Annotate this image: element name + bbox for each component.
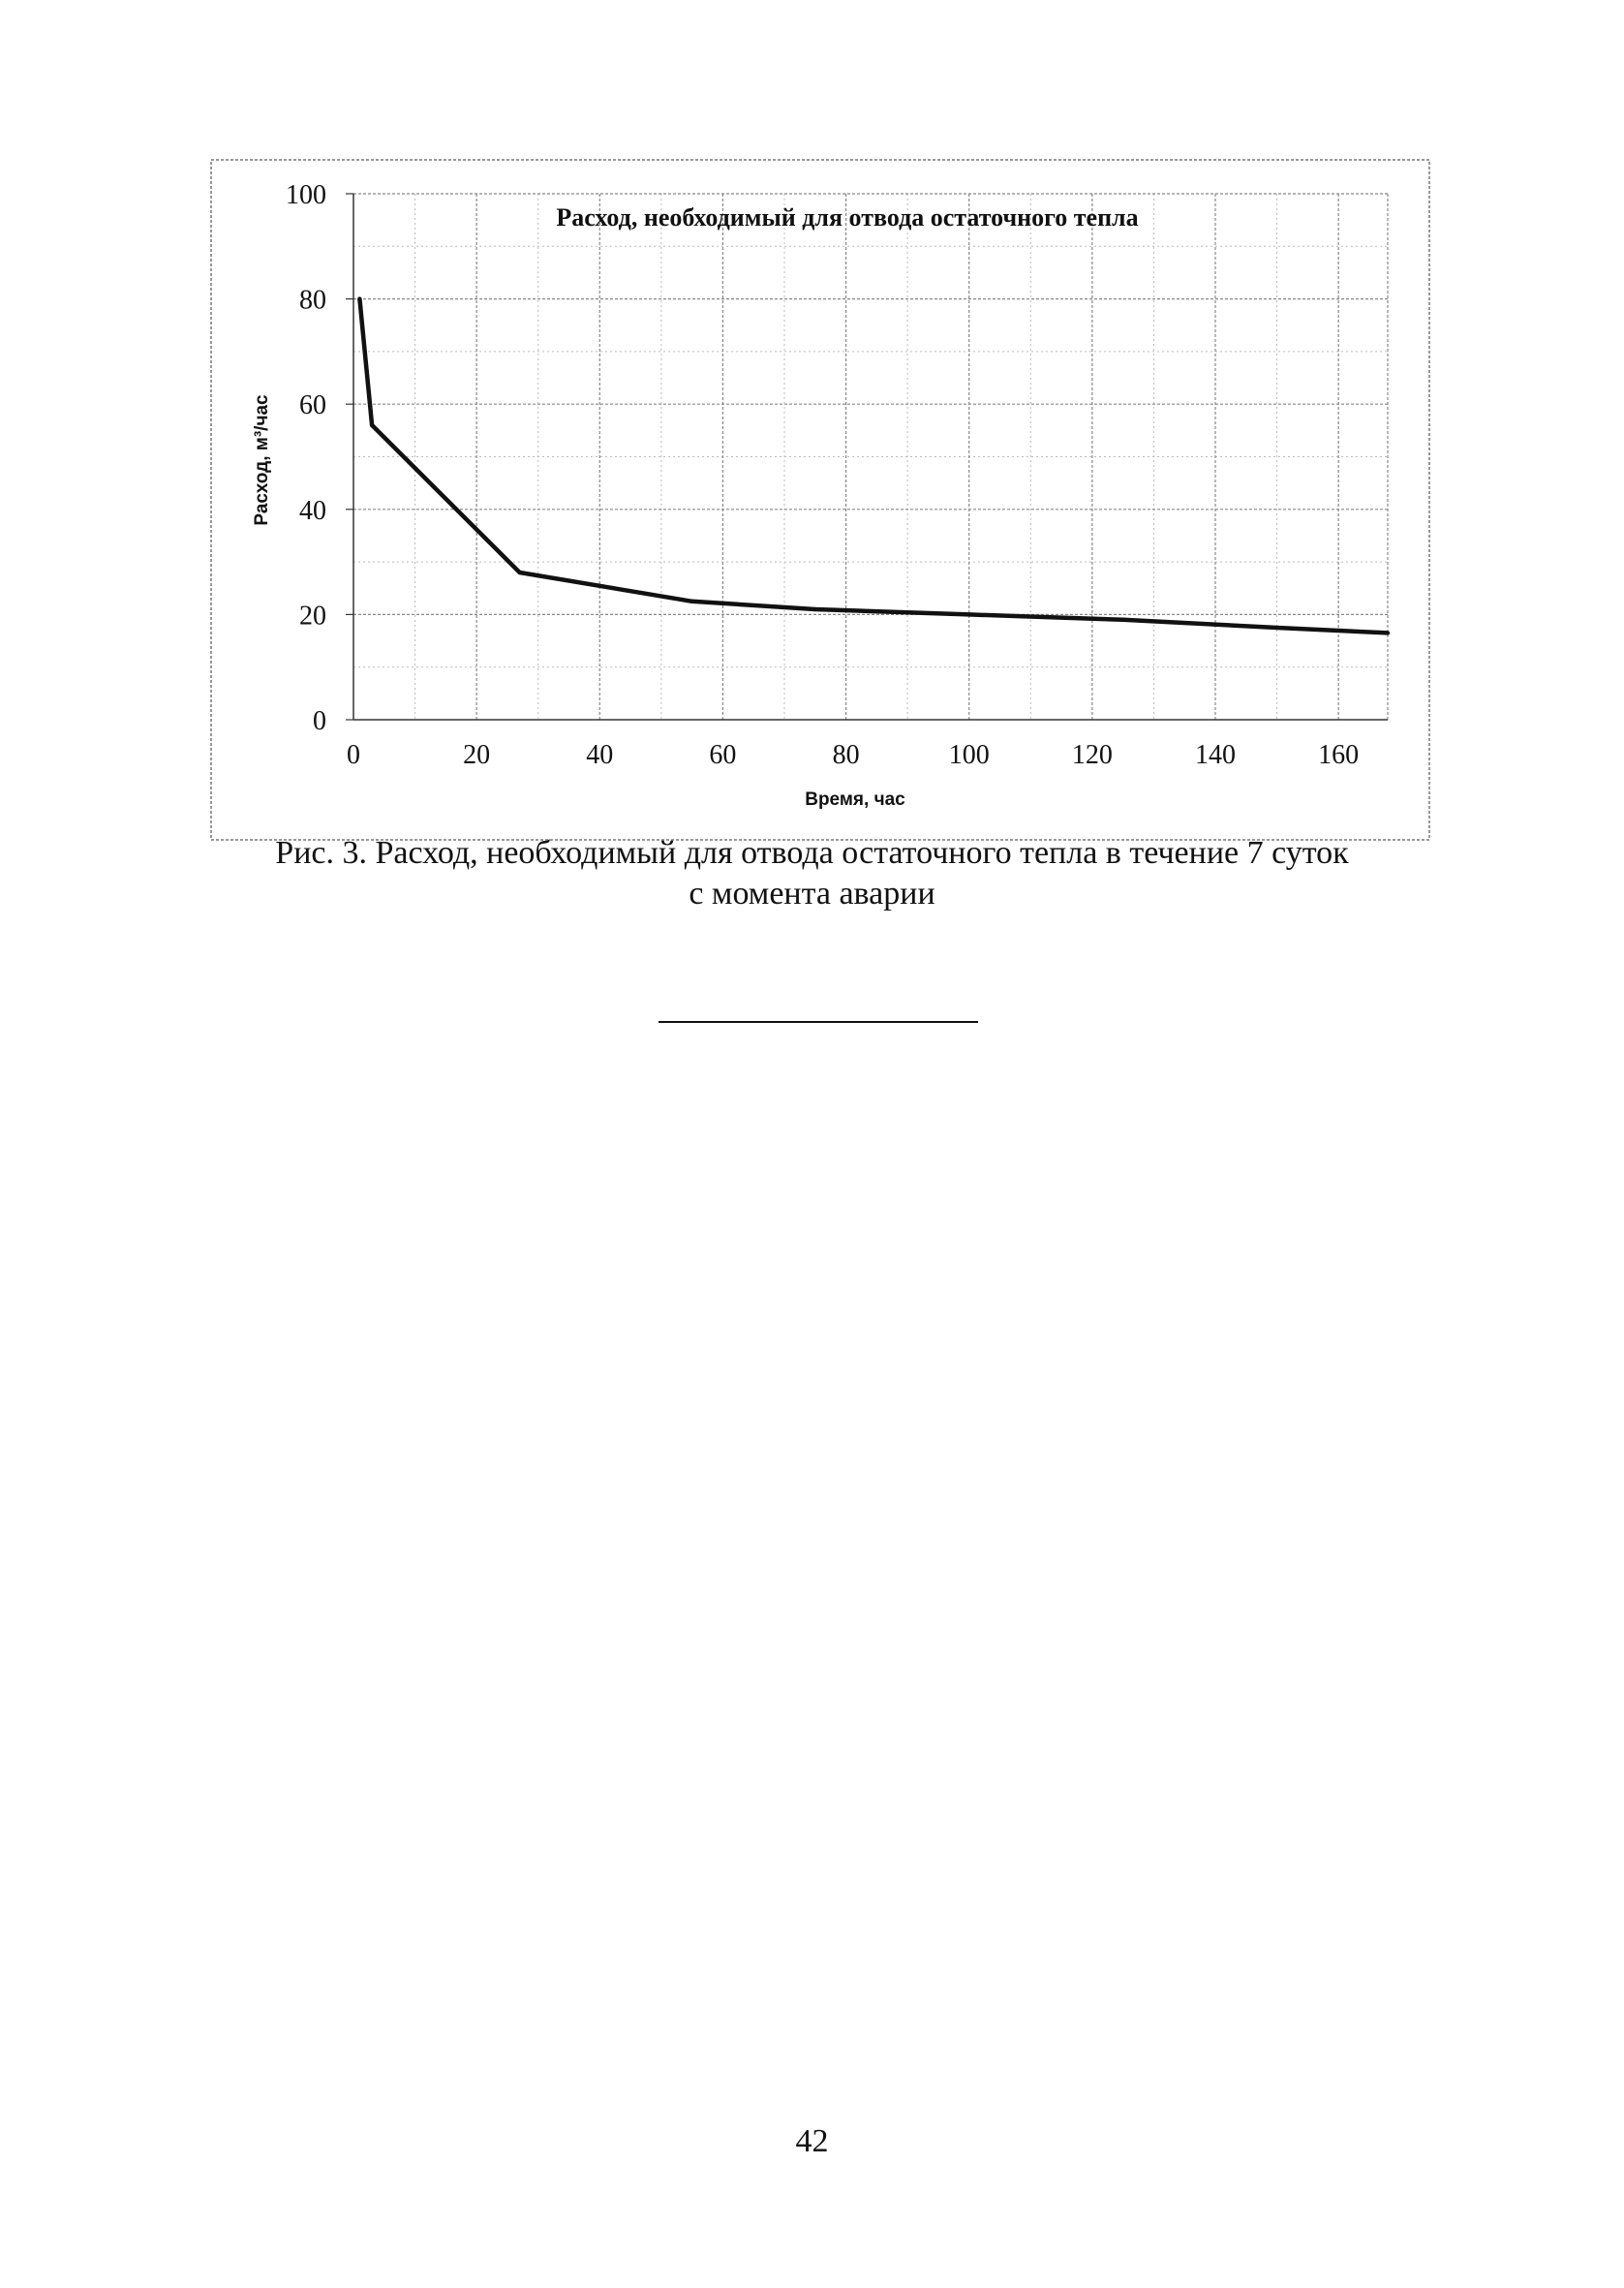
page-number: 42 [795,2123,829,2159]
y-axis-label: Расход, м³/час [252,394,272,526]
data-point [357,296,361,300]
data-point [517,571,521,574]
separator-rule [659,1021,978,1023]
y-tick-label: 40 [299,495,326,526]
x-tick-label: 160 [1318,740,1360,770]
data-point [1386,631,1390,634]
x-tick-label: 140 [1195,740,1236,770]
x-tick-label: 0 [347,740,360,770]
chart-grid [353,194,1388,720]
data-point [370,423,374,427]
data-point [1274,626,1278,630]
x-tick-label: 60 [709,740,737,770]
x-tick-label: 40 [586,740,614,770]
x-tick-label: 120 [1071,740,1113,770]
y-tick-label: 60 [299,390,326,421]
series-line-rashod [359,299,1388,634]
y-tick-label: 20 [299,601,326,632]
x-tick-label: 80 [832,740,860,770]
chart-frame [211,160,1429,840]
x-tick-labels [347,740,1359,770]
y-tick-labels [286,180,326,736]
chart-title: Расход, необходимый для отвода остаточного тепла [556,203,1139,232]
y-tick-label: 80 [299,285,326,316]
data-point [813,607,817,611]
data-point [1120,618,1124,622]
data-point [689,600,693,603]
x-axis-label: Время, час [805,789,905,810]
series-points [357,296,1390,634]
x-tick-label: 20 [463,740,491,770]
y-tick-label: 100 [286,180,326,210]
data-point [967,612,971,616]
figure-caption-line-2: с момента аварии [689,876,935,912]
figure-caption-line-1: Рис. 3. Расход, необходимый для отвода остаточного тепла в течение 7 суток [275,835,1349,871]
y-tick-label: 0 [313,706,326,736]
x-tick-label: 100 [948,740,990,770]
